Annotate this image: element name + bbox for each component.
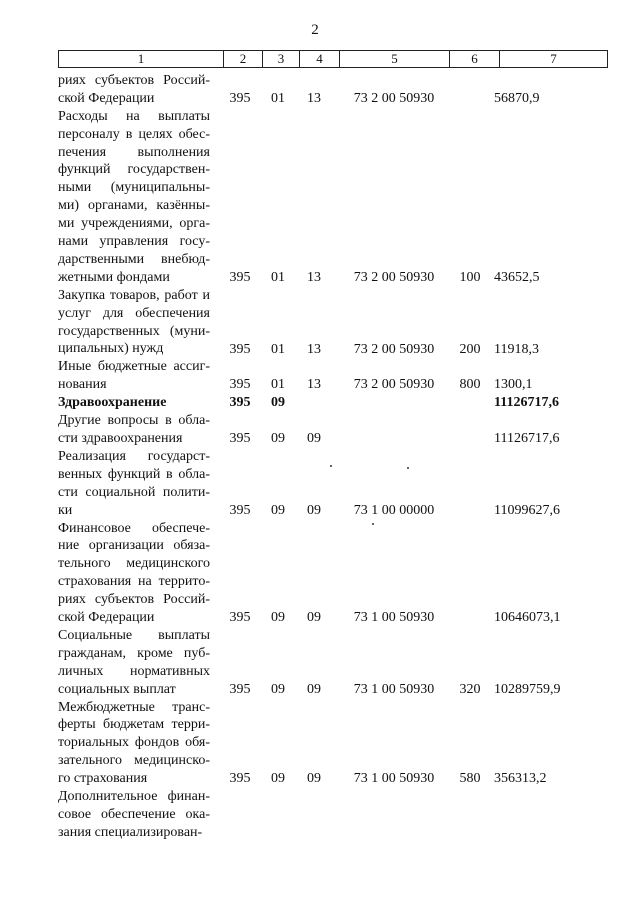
- description-line: страхования на террито-: [58, 574, 210, 590]
- row-description: [58, 448, 210, 520]
- cell-target-article: 73 1 00 00000: [353, 502, 435, 518]
- header-col-5: 5: [339, 51, 449, 67]
- cell-subsection: 09: [307, 771, 321, 787]
- cell-section: 09: [271, 771, 285, 787]
- description-line: Межбюджетные транс-: [58, 699, 210, 715]
- description-line: Финансовое обеспече-: [58, 520, 210, 536]
- cell-expense-type: 580: [459, 771, 481, 787]
- header-col-4: 4: [299, 51, 339, 67]
- row-description: [58, 394, 210, 412]
- row-description: [58, 788, 210, 842]
- scan-speck: [330, 465, 332, 467]
- description-line: ми учреждениями, орга-: [58, 216, 210, 232]
- cell-expense-type: 100: [459, 269, 481, 285]
- description-line: нования: [58, 377, 107, 393]
- cell-amount: 356313,2: [494, 771, 547, 787]
- description-line: Социальные выплаты: [58, 627, 210, 643]
- cell-code-admin: 395: [229, 90, 251, 106]
- cell-section: 01: [271, 377, 285, 393]
- cell-amount: 10646073,1: [494, 610, 561, 625]
- cell-code-admin: 395: [229, 395, 251, 411]
- description-line: зания специализирован-: [58, 824, 203, 840]
- row-description: [58, 72, 210, 108]
- description-line: функций государствен-: [58, 162, 210, 178]
- row-description: [58, 108, 210, 287]
- row-description: [58, 358, 210, 394]
- header-col-3: 3: [262, 51, 299, 67]
- description-line: дарственными внебюд-: [58, 251, 210, 267]
- cell-code-admin: 395: [229, 341, 251, 357]
- row-description: [58, 520, 210, 627]
- description-line: Расходы на выплаты: [58, 108, 210, 124]
- table-header: [58, 50, 608, 68]
- description-line: тельного медицинского: [58, 556, 210, 572]
- cell-amount: 11126717,6: [494, 395, 559, 411]
- cell-code-admin: 395: [229, 681, 251, 697]
- row-description: [58, 627, 210, 699]
- cell-target-article: 73 1 00 50930: [353, 610, 435, 625]
- row-description: [58, 699, 210, 788]
- description-line: ми) органами, казённы-: [58, 198, 210, 214]
- description-line: Реализация государст-: [58, 448, 210, 464]
- cell-subsection: 13: [307, 341, 321, 357]
- cell-code-admin: 395: [229, 269, 251, 285]
- description-line: ние организации обяза-: [58, 538, 210, 554]
- description-line: Закупка товаров, работ и: [58, 287, 210, 303]
- cell-expense-type: 320: [459, 681, 481, 697]
- cell-code-admin: 395: [229, 610, 251, 625]
- cell-target-article: 73 2 00 50930: [353, 377, 435, 393]
- cell-section: 09: [271, 502, 285, 518]
- description-line: го страхования: [58, 771, 148, 787]
- cell-subsection: 13: [307, 377, 321, 393]
- cell-section: 09: [271, 395, 285, 411]
- description-line: гражданам, кроме пуб-: [58, 645, 210, 661]
- cell-amount: 10289759,9: [494, 681, 561, 697]
- cell-code-admin: 395: [229, 771, 251, 787]
- cell-subsection: 09: [307, 610, 321, 625]
- cell-target-article: 73 2 00 50930: [353, 269, 435, 285]
- cell-expense-type: 800: [459, 377, 481, 393]
- cell-code-admin: 395: [229, 502, 251, 518]
- cell-expense-type: 200: [459, 341, 481, 357]
- cell-code-admin: 395: [229, 431, 251, 446]
- description-line: риях субъектов Россий-: [58, 73, 210, 88]
- cell-target-article: 73 1 00 50930: [353, 681, 435, 697]
- scan-speck: [372, 523, 374, 525]
- description-line: государственных (муни-: [58, 323, 210, 339]
- cell-section: 09: [271, 681, 285, 697]
- cell-section: 01: [271, 341, 285, 357]
- description-line: ториальных фондов обя-: [58, 735, 210, 751]
- description-line: совое обеспечение ока-: [58, 806, 210, 822]
- description-line: ными (муниципальны-: [58, 180, 210, 196]
- cell-subsection: 13: [307, 90, 321, 106]
- cell-section: 01: [271, 90, 285, 106]
- description-line: сти здравоохранения: [58, 430, 183, 446]
- description-line: ципальных) нужд: [58, 341, 164, 357]
- cell-section: 09: [271, 610, 285, 625]
- header-col-6: 6: [449, 51, 499, 67]
- scan-speck: [407, 467, 409, 469]
- cell-section: 09: [271, 431, 285, 446]
- cell-amount: 43652,5: [494, 269, 540, 285]
- description-line: услуг для обеспечения: [58, 305, 210, 321]
- description-line: венных функций в обла-: [58, 466, 210, 482]
- description-line: персоналу в целях обес-: [58, 126, 210, 142]
- cell-section: 01: [271, 269, 285, 285]
- row-description: [58, 287, 210, 359]
- cell-target-article: 73 1 00 50930: [353, 771, 435, 787]
- cell-target-article: 73 2 00 50930: [353, 90, 435, 106]
- description-line: Иные бюджетные ассиг-: [58, 359, 210, 375]
- description-line: печения выполнения: [58, 144, 210, 160]
- description-line: личных нормативных: [58, 663, 210, 679]
- header-col-2: 2: [223, 51, 262, 67]
- description-line: ской Федерации: [58, 609, 155, 625]
- cell-amount: 11099627,6: [494, 502, 560, 518]
- description-line: Дополнительное финан-: [58, 789, 210, 804]
- row-description: [58, 412, 210, 448]
- cell-code-admin: 395: [229, 377, 251, 393]
- description-line: Другие вопросы в обла-: [58, 413, 210, 429]
- header-col-1: 1: [137, 51, 145, 66]
- cell-subsection: 09: [307, 681, 321, 697]
- description-line: ферты бюджетам терри-: [58, 717, 210, 733]
- cell-amount: 11126717,6: [494, 431, 560, 446]
- cell-subsection: 09: [307, 502, 321, 518]
- description-line: социальных выплат: [58, 681, 176, 697]
- cell-target-article: 73 2 00 50930: [353, 341, 435, 357]
- description-line: жетными фондами: [58, 269, 170, 285]
- description-line: нами управления госу-: [58, 234, 210, 250]
- cell-amount: 56870,9: [494, 90, 540, 106]
- page-number: 2: [311, 22, 319, 38]
- header-col-7: 7: [499, 51, 607, 67]
- description-line: ки: [58, 502, 73, 518]
- description-line: ской Федерации: [58, 90, 155, 106]
- cell-subsection: 13: [307, 269, 321, 285]
- cell-amount: 1300,1: [494, 377, 533, 393]
- description-line: Здравоохранение: [58, 395, 167, 411]
- cell-subsection: 09: [307, 431, 321, 446]
- description-line: сти социальной полити-: [58, 484, 210, 500]
- description-line: риях субъектов Россий-: [58, 592, 210, 608]
- description-line: зательного медицинско-: [58, 753, 210, 769]
- cell-amount: 11918,3: [494, 341, 539, 357]
